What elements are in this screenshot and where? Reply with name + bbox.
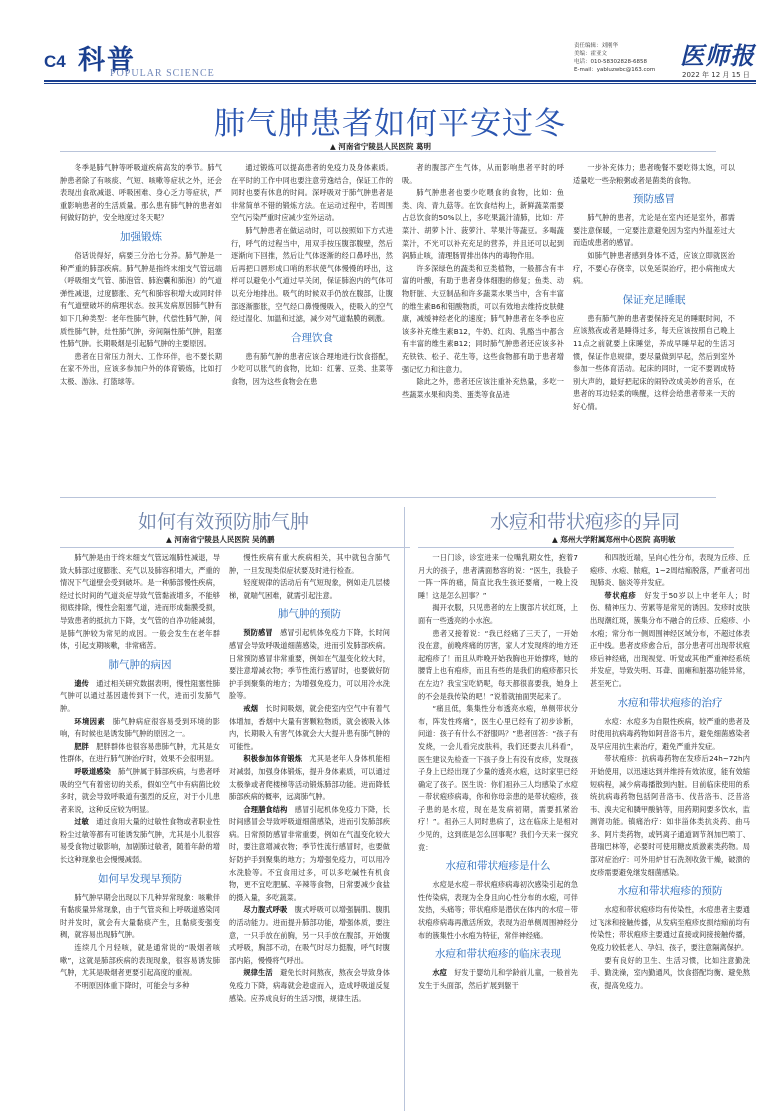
- editor-line: E-mail：yabluzwbc@163.com: [574, 67, 656, 73]
- paragraph: 戒烟 长时间吸烟，就会使室内空气中有着气体增加，香烟中大量有害颗粒物质，就会被吸入体内，长期吸入有害气体就会大大提升患有肺气肿的可能性。: [229, 703, 390, 751]
- subheading: 水痘和带状疱疹的临床表现: [435, 948, 561, 961]
- subheading: 水痘和带状疱疹的预防: [617, 885, 723, 898]
- subheading: 保证充足睡眠: [622, 293, 686, 306]
- paragraph: “痛且低，集集性分布透亮水疱，单侧带状分布，阵发性疼痛”，医生心里已经有了初步诊断，问道：孩子有什么不舒服吗？”患者回答：“孩子有发烧，一会儿看完皮肤科，我们还要去儿科看”，医生建议先检查一下孩子身上有没有皮疹，发现孩子身上已经出现了少量的透亮水疱，这时家里已经确定了孩子。医生说：你们祖孙三人均感染了水痘－带状疱疹病毒，你和你母亲患的是带状疱疹，孩子患的是水痘，现在是发病初期，需要抓紧治疗！”。祖孙三人同时患病了，这在临床上是相对少见的，这到底是怎么回事呢？我们今天来一探究竟：: [418, 704, 578, 852]
- issue-date: 2022 年 12 月 15 日: [682, 71, 750, 79]
- paragraph: 积极参加体育锻炼 尤其是老年人身体机能相对减弱，加强身体锻炼，提升身体素质，可以通过太极拳或者爬楼梯等活动锻炼肺部功能。进而降低肺部疾病的概率，远离肺气肿。: [229, 754, 390, 802]
- paragraph: 患有肺气肿的患者应该合理地进行饮食搭配，少吃可以胀气的食物，比如：红薯、豆类、韭菜等食物，因为这些食物会在患: [231, 351, 393, 386]
- paragraph: 连续几个月轻咳，就是通常说的“吸烟者咳嗽”，这就是肺部疾病的表现现象，很容易诱发肺气肿，尤其是吸烟者更要引起高度的重视。: [60, 943, 220, 978]
- article-2-col-1: [60, 552, 220, 1112]
- paragraph: 者的腹部产生气体，从而影响患者平时的呼吸。: [402, 163, 564, 185]
- paragraph: 水痘：水痘多为自限性疾病，较严重的患者及时使用抗病毒药物如阿昔洛韦片，避免细菌感染者及早应用抗生素治疗，避免严重并发症。: [590, 716, 750, 751]
- paragraph: 水痘 好发于婴幼儿和学龄前儿童，一般首先发生于头面部，然后扩展到躯干: [418, 968, 578, 990]
- paragraph: 不明原因体重下降时，可能会与多种: [74, 980, 190, 990]
- article-2-title: 如何有效预防肺气肿: [138, 511, 310, 533]
- paragraph: 揭开衣服，只见患者的左上腹部片状红斑，上面有一些透亮的小水泡。: [418, 603, 578, 625]
- section-title: 科普: [78, 45, 136, 76]
- paragraph: 肺气肿患者在做运动时，可以按照如下方式进行，呼气的过程当中，用双手按压腹部腹壁，然后逐渐向下回推，然后让气体逐渐的经口鼻呼出，然后再把口唇形成口哨的形状使气体慢慢的呼出，这样可以避免小气道过早关闭，保证肺泡内的气体可以充分地排出。吸气的时候双手仍放在腹部，让腹部逐渐膨胀，空气经口鼻慢慢吸入，使吸入的空气经过湿化、加温和过滤，减少对气道黏膜的刺激。: [231, 225, 393, 324]
- section-subtitle: POPULAR SCIENCE: [110, 68, 215, 79]
- header-rule: [44, 80, 756, 82]
- paragraph: 合理膳食结构 感冒引起机体免疫力下降，长时间感冒会导致呼吸道细菌感染，进而引发肺部疾病。日常预防感冒非常重要，例如在气温变化较大时，要注意增减衣物；季节性流行感冒时，也要做好防护手到聚集的地方；为增强免疫力，可以用冷水洗脸等。不宜食用过多，可以多吃碱性有机食物，更不宜吃肥腻、辛辣等食物，日常要减少食盐的摄入量，多吃蔬菜。: [229, 804, 390, 902]
- paragraph: 一步补充体力；患者晚餐不要吃得太饱，可以适量吃一些杂粮粥或者是菌类的食物。: [573, 163, 735, 185]
- subheading: 肺气肿的病因: [108, 658, 172, 671]
- paragraph: 俗话说得好，病要三分治七分养。肺气肿是一种严重的肺部疾病。肺气肿是指终末细支气管远端（呼吸细支气管、肺泡管、肺泡囊和肺泡）的气道弹性减退，过度膨胀、充气和肺容积增大或同时伴有气道壁破坏的病理状态。按其发病原因肺气肿有如下几种类型：老年性肺气肿，代偿性肺气肿，间质性肺气肿，灶性肺气肿，旁间隔性肺气肿，阻塞性肺气肿。长期吸烟是引起肺气肿的主要原因。: [60, 250, 222, 349]
- article-1-col-3: [402, 162, 564, 488]
- article-1-col-1: [60, 162, 222, 488]
- paragraph: 呼吸道感染 肺气肿属于肺部疾病，与患者呼吸的空气有着密切的关系，假如空气中有病菌比较多时，就会导致呼吸道有强烈的反应，对于小儿患者来说，这种反应较为明显。: [60, 766, 220, 814]
- paragraph: 通过锻炼可以提高患者的免疫力及身体素质。在平时的工作中同也要注意劳逸结合，保证工作的同时也要有休息的时间。深呼吸对于肺气肿患者是非常简单不错的锻炼方法。在运动过程中，若周围空气污染严重时应减少室外运动。: [231, 163, 393, 223]
- paragraph: 轻度规律的活动后有气短现象，例如走几层楼梯，就喘气困难，就需引起注意。: [229, 578, 390, 600]
- paragraph: 患有肺气肿的患者要保持充足的睡眠时间，不应该熬夜或者是睡得过多，每天应该按照自己晚上11点之前就要上床睡觉，养成早睡早起的生活习惯，保证作息规律，要尽量做到早起，然后到室外参加一些体育活动。起床的同时，一定不要调成特别大声的，最好把起床的闹铃改成美妙的音乐，在患者的耳边轻柔的唤醒，这样会给患者带来一天的好心情。: [573, 313, 735, 411]
- subheading: 水痘和带状疱疹的治疗: [617, 696, 723, 709]
- subheading: 如何早发现早预防: [98, 872, 182, 885]
- editor-line: 电话：010-58302828-6858: [574, 59, 647, 65]
- editor-line: 美编：霍亚文: [574, 51, 608, 57]
- article-3-col-2: [590, 552, 750, 1112]
- article-3-rule: [418, 547, 734, 548]
- paragraph: 带状疱疹：抗病毒药物在发疹后24h~72h内开始使用，以迅速达到并维持有效浓度，能有效缩短病程，减少病毒播散到内脏。目前临床使用的系统抗病毒药物包括阿昔洛韦、伐昔洛韦、泛昔洛韦、溴夫定和膦甲酸钠等，用药期间要多饮水，监测肾功能。镇痛治疗：如非甾体类抗炎药、曲马多、阿片类药物，或钙离子通道调节剂加巴喷丁、普瑞巴林等，必要时可使用糖皮质激素类药物。局部对症治疗：可外用炉甘石洗剂收敛干燥，破溃的皮疹需要避免继发细菌感染。: [590, 754, 750, 877]
- paragraph: 预防感冒 感冒引起机体免疫力下降，长时间感冒会导致呼吸道细菌感染，进而引发肺部疾病。日常预防感冒非常重要，例如在气温变化较大时，要注意增减衣物；季节性流行感冒时，也要做好防护手到聚集的地方；为增强免疫力，可以用冷水洗脸等。: [229, 628, 390, 701]
- paragraph: 肥胖 肥胖群体也很容易患肺气肿，尤其是女性群体，在进行肺气肿治疗时，效果不会很明显。: [60, 741, 220, 764]
- paragraph: 环境因素 肺气肿病症很容易受到环境的影响，有时候也是诱发肺气肿的原因之一。: [60, 716, 220, 739]
- paragraph: 和四肢近端，呈向心性分布，表现为丘疹、丘疱疹、水疱、脓疱，1~2周结痂脱落，严重者可出现肺炎、脑炎等并发症。: [590, 553, 750, 588]
- article-1-byline: ▲ 河南省宁陵县人民医院 葛明: [330, 142, 431, 151]
- article-2-byline: ▲ 河南省宁陵县人民医院 吴鸽鹏: [166, 535, 275, 544]
- paragraph: 遗传 通过相关研究数据表明，慢性阻塞性肺气肿可以通过基因遗传到下一代，进而引发肺气肿。: [60, 678, 220, 713]
- paragraph: 慢性疾病有重大疾病相关，其中就包含肺气肿，一旦发现类似症状要及时进行检查。: [229, 553, 390, 575]
- editor-info: [574, 42, 684, 74]
- column-divider: [404, 507, 405, 1111]
- paragraph: 冬季是肺气肿等呼吸道疾病高发的季节。肺气肿患者除了有咳痰、气短、咳嗽等症状之外，还会表现出食欲减退、呼吸困难、身心乏力等症状，严重影响患者的生活质量。那么患有肺气肿的患者如何做好防护，安全地度过冬天呢？: [60, 163, 222, 223]
- paragraph: 水痘是水痘－带状疱疹病毒初次感染引起的急性传染病，表现为全身且向心性分布的水疱，可伴发热，头痛等；带状疱疹是潜伏在体内的水痘－带状疱疹病毒再激活所致，表现为沿单侧周围神经分布的簇集性小水疱为特征，常伴神经痛。: [418, 880, 578, 940]
- subheading: 预防感冒: [633, 193, 675, 206]
- page-number: C4: [44, 52, 66, 71]
- article-1-title: 肺气肿患者如何平安过冬: [214, 106, 566, 142]
- paragraph: 规律生活 避免长时间熬夜，熬夜会导致身体免疫力下降，病毒就会趁虚而入，造成呼吸道反复感染。应养成良好的生活习惯，规律生活。: [229, 968, 390, 1003]
- subheading: 加强锻炼: [120, 230, 162, 243]
- subheading: 肺气肿的预防: [278, 608, 341, 621]
- paragraph: 过敏 通过食用大量的过敏性食物或者职业性粉尘过敏等都有可能诱发肺气肿，尤其是小儿很容易受食物过敏影响，加剧肺过敏者，随着年龄的增长这种现象也会慢慢减弱。: [60, 817, 220, 865]
- article-1-col-2: [231, 162, 393, 488]
- paragraph: 患者在日常压力剂大、工作环伴，也不要长期在家不外出，应该多参加户外的体育锻炼，比如打太极、游泳、打篮球等。: [60, 351, 222, 386]
- article-2-col-2: [229, 552, 390, 1112]
- paragraph: 肺气肿是由于终末细支气管远端肺性减退，导致大肺部过度膨胀、充气以及肺容积增大，严重的情况下气道壁会受到破坏。是一种肺部慢性疾病，经过长时间的气道炎症导致气管黏液增多，不能够彻底排除，慢性会阻塞气道，进而形成黏膜受损，导致患者的抵抗力下降，支气管的自净功能减弱，是肺气肿较为常见的成因。一般会发生在老年群体，引起支期咳嗽，非常痛苦。: [60, 553, 220, 651]
- paragraph: 患者又接着说：“我已经痛了三天了，一开始没在意，前晚疼痛的厉害，家人才发现疼的地方还起疱疹了！而且从昨晚开始我胸也开始撑疼，她的腰背上也有疱疹，而且有些的是我们的疱疹都只长在左边？我宝宝吃奶呢，每天都很喜要我，她身上的不会是我传染的吧！”说着就抽面哭起来了。: [418, 628, 578, 701]
- paragraph: 一日门诊，诊室进来一位嘴乳期女性，抱着7月大的孩子，患者满面愁容的说：“医生，我脸子一阵一阵的痛，简直比我生孩还要痛，一晚上没睡！这是怎么回事？”: [418, 553, 578, 600]
- paragraph: 肺气肿的患者，尤论是在室内还是室外，都需要注意保暖，一定要注意避免因为室内外温差过大而造成患者的感冒。: [573, 213, 735, 248]
- article-3-byline: ▲ 郑州大学附属郑州中心医院 高明敏: [552, 535, 676, 544]
- paragraph: 带状疱疹 好发于50岁以上中老年人；时伤、精神压力、劳累等是常见的诱因。发疹时皮肤出现潮红斑，簇集分布不融合的丘疹、丘疱疹、小水疱；常分布一侧周围神经区域分布，不超过体表正中线。患者皮疹愈合后，部分患者可出现带状疱疹后神经痛，出现视觉、听觉或其他严重神经系统并发症，导致失明、耳聋、面瘫和脏器功能异常，甚至死亡。: [590, 590, 750, 688]
- newspaper-logo: 医师报: [680, 41, 755, 70]
- paragraph: 要有良好的卫生、生活习惯，比如注意勤洗手、勤洗澡，室内勤通风，饮食搭配均衡、避免熬夜，提高免疫力。: [590, 955, 750, 990]
- paragraph: 如肺气肿患者感到身体不适，应该立即就医治疗，不要心存侥幸，以免延误治疗，把小病拖成大病。: [573, 250, 735, 286]
- paragraph: 尽力腹式呼吸 腹式呼吸可以增强膈肌、腹肌的活动能力。进而提升肺部功能，增强体质，要注意，一只手放在前胸，另一只手放在腹部，开始腹式呼吸，胸部不动，在吸气时尽力挺腹，呼气时腹部内陷，慢慢将气呼出。: [229, 905, 390, 965]
- section-divider: [60, 497, 716, 498]
- subheading: 水痘和带状疱疹是什么: [445, 860, 551, 873]
- paragraph: 许多深绿色的蔬类和豆类植物，一般都含有丰富的叶酸，有助于患者身体细胞的修复；鱼类、动物肝脏、大豆制品和许多蔬菜水果当中，含有丰富的维生素B6和钼酸物质，可以有效地去维持皮肤健康，减缓神经老化的速度；肺气肿患者在冬季也应该多补充维生素B12，牛奶、红肉、乳酪当中都含有丰富的维生素B12；同时肺气肿患者还应该多补充铁铁、松子、花生等，这些食物都有助于患者增强记忆力和注意力。: [402, 263, 564, 374]
- article-3-col-1: [418, 552, 578, 1112]
- editor-line: 责任编辑：刘刚华: [574, 43, 619, 49]
- paragraph: 除此之外，患者还应该注重补充热量，多吃一些蔬菜水果和肉类、蛋类等食品进: [402, 377, 564, 399]
- article-1-rule: [60, 151, 716, 152]
- paragraph: 肺气肿早期会出现以下几种异常现象：咳嗽伴有黏痰量异常现象，由于气管炎和上呼吸道感染同时并发时，就会有大量黏痰产生，且黏痰变强变稠，就容易出现肺气肿。: [60, 892, 220, 940]
- subheading: 合理饮食: [291, 331, 333, 344]
- paragraph: 肺气肿患者也要少吃喂食的食物，比如：鱼类、肉、青九菇等。在饮食结构上，新鲜蔬菜需要占总饮食的50%以上，多吃果蔬汁清肺，比如：芹菜汁、胡萝卜汁、菠萝汁、苹果汁等蔬豆。多喝蔬菜汁，不光可以补充充足的营养，并且还可以起到润肺止咳，清理肠胃排出体内的毒物作用。: [402, 188, 564, 261]
- paragraph: 水痘和带状疱疹均有传染性，水痘患者主要通过飞沫和接触传播，从发病至疱疹皮损结痂前均有传染性；带状疱疹主要通过直接或间接接触传播，免疫力较低老人、孕妇、孩子，要注意隔离保护。: [590, 905, 750, 953]
- article-1-col-4: [573, 162, 735, 488]
- article-3-title: 水痘和带状疱疹的异同: [490, 511, 681, 533]
- header-rule-thin: [44, 83, 756, 84]
- article-2-rule: [60, 547, 410, 548]
